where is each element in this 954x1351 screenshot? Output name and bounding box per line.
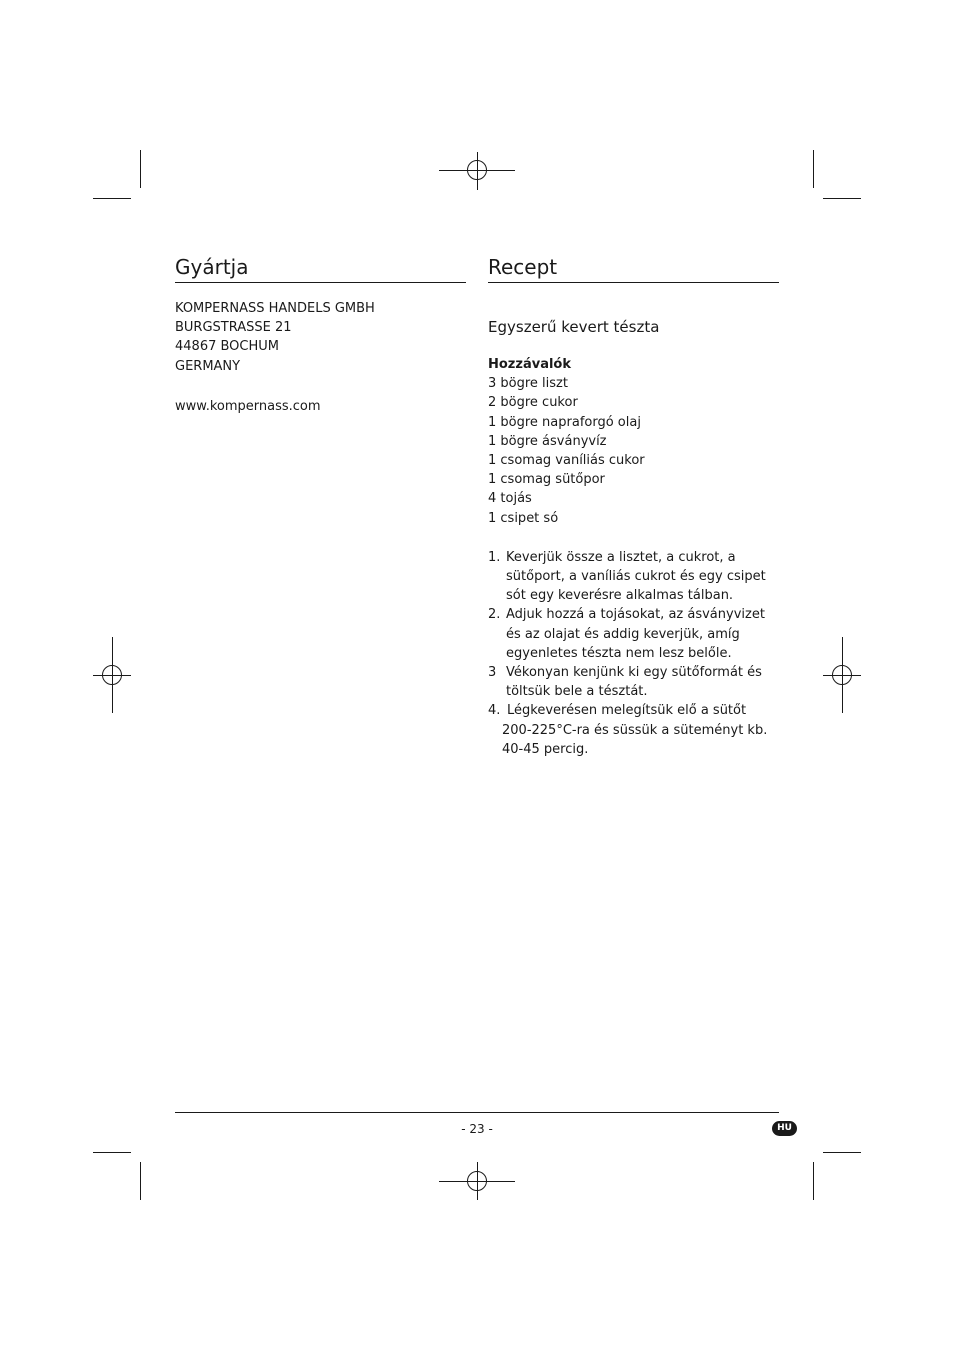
step-number: 1. <box>488 549 501 565</box>
ingredient-item: 3 bögre liszt <box>488 376 568 392</box>
recipe-subtitle: Egyszerű kevert tészta <box>488 318 660 336</box>
footer-divider <box>175 1112 779 1113</box>
ingredient-item: 1 csomag vaníliás cukor <box>488 453 645 469</box>
crop-mark <box>813 1162 814 1200</box>
crop-mark <box>823 198 861 199</box>
crop-mark <box>140 150 141 188</box>
crop-mark <box>140 1162 141 1200</box>
recipe-title: Recept <box>488 252 779 283</box>
step-number: 2. <box>488 607 501 623</box>
ingredient-item: 1 bögre napraforgó olaj <box>488 414 641 430</box>
ingredient-item: 1 csipet só <box>488 510 559 526</box>
crop-mark <box>813 150 814 188</box>
registration-circle <box>467 1171 487 1191</box>
registration-circle <box>832 665 852 685</box>
page-number: - 23 - <box>461 1122 493 1136</box>
manufacturer-title: Gyártja <box>175 252 466 283</box>
ingredient-item: 4 tojás <box>488 491 532 507</box>
ingredient-item: 1 csomag sütőpor <box>488 472 605 488</box>
registration-circle <box>467 160 487 180</box>
step-item <box>488 701 779 759</box>
step-item <box>488 663 779 701</box>
step-text: Vékonyan kenjünk ki egy sütőformát és töltsük bele a tésztát. <box>506 665 762 700</box>
registration-circle <box>102 665 122 685</box>
step-item <box>488 548 779 606</box>
step-text: Légkeverésen melegítsük elő a sütőt 200-225°C-ra és süssük a süteményt kb. 40-45 percig. <box>502 703 768 757</box>
step-number: 3 <box>488 665 497 681</box>
language-badge: HU <box>772 1121 797 1136</box>
manufacturer-address <box>175 299 466 376</box>
step-item <box>488 605 779 663</box>
recipe-section <box>488 252 779 759</box>
crop-mark <box>93 198 131 199</box>
steps-list <box>488 548 779 759</box>
ingredient-item: 2 bögre cukor <box>488 395 578 411</box>
address-line: 44867 BOCHUM <box>175 339 279 355</box>
ingredients-list <box>488 374 779 528</box>
crop-mark <box>93 1152 131 1153</box>
manufacturer-website: www.kompernass.com <box>175 398 321 414</box>
address-line: BURGSTRASSE 21 <box>175 320 292 336</box>
step-text: Adjuk hozzá a tojásokat, az ásványvizet és az olajat és addig keverjük, amíg egyenletes tészta nem lesz belőle. <box>506 607 765 661</box>
address-line: KOMPERNASS HANDELS GMBH <box>175 301 375 316</box>
step-text: Keverjük össze a lisztet, a cukrot, a sütőport, a vaníliás cukrot és egy csipet sót egy keverésre alkalmas tálban. <box>506 549 766 604</box>
crop-mark <box>823 1152 861 1153</box>
step-number: 4. <box>488 703 501 719</box>
ingredients-title: Hozzávalók <box>488 357 571 372</box>
address-line: GERMANY <box>175 358 241 374</box>
manufacturer-section <box>175 252 466 416</box>
ingredient-item: 1 bögre ásványvíz <box>488 433 607 449</box>
